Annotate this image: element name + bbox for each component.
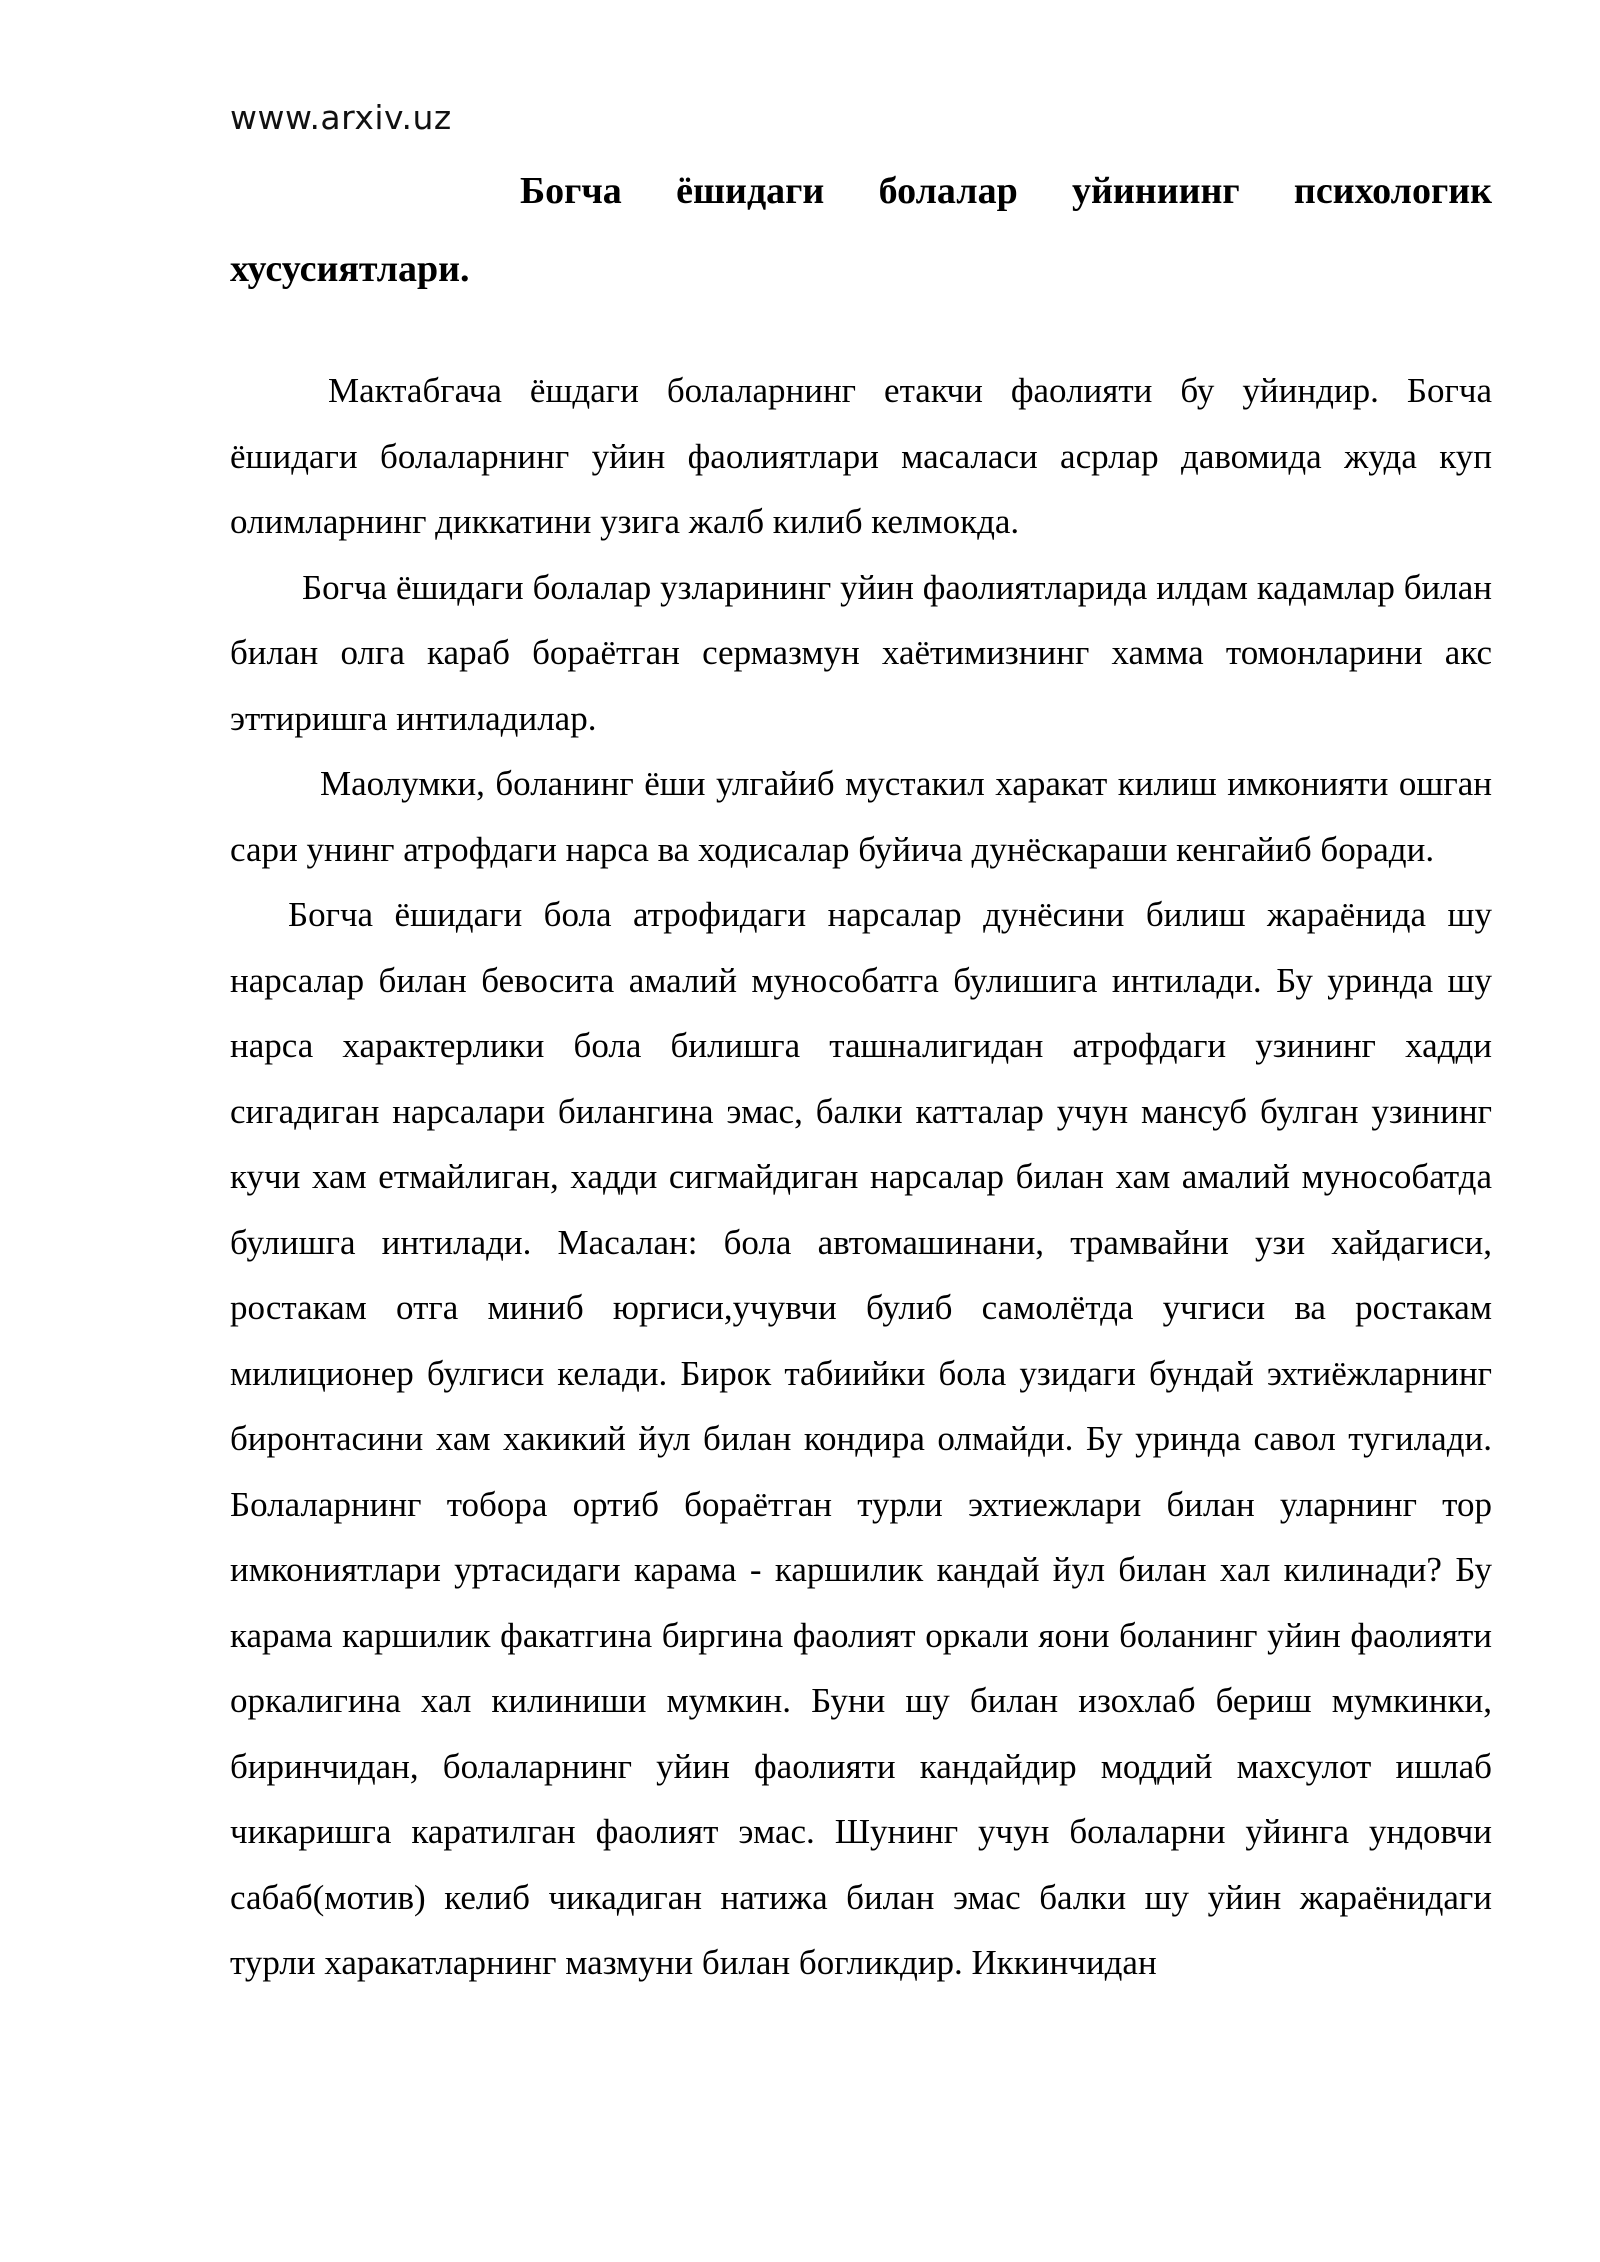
paragraph-3: Маолумки, боланинг ёши улгайиб мустакил харакат килиш имконияти ошган сари унинг атрофдаги нарса ва ходисалар буйича дунёскараши кенгайиб боради. bbox=[230, 764, 1492, 869]
document-body bbox=[230, 358, 1492, 1996]
document-title: Богча ёшидаги болалар уйиниинг психологик хусусиятлари. bbox=[230, 170, 1492, 290]
paragraph-1: Мактабгача ёшдаги болаларнинг етакчи фаолияти бу уйиндир. Богча ёшидаги болаларнинг уйин фаолиятлари масаласи асрлар давомида жуда куп олимларнинг диккатини узига жалб килиб келмокда. bbox=[230, 371, 1492, 541]
site-url: www.arxiv.uz bbox=[230, 98, 452, 137]
paragraph-2: Богча ёшидаги болалар узларининг уйин фаолиятларида илдам кадамлар билан билан олга караб бораётган сермазмун хаётимизнинг хамма томонларини акс эттиришга интиладилар. bbox=[230, 567, 1492, 738]
paragraph-4: Богча ёшидаги бола атрофидаги нарсалар дунёсини билиш жараёнида шу нарсалар билан бевосита амалий мунособатга булишига интилади. Бу уринда шу нарса характерлики бола билишга ташналигидан атрофдаги узининг хадди сигадиган нарсалари билангина эмас, балки катталар учун мансуб булган узининг кучи хам етмайлиган, хадди сигмайдиган нарсалар билан хам амалий мунособатда булишга интилади. Масалан: бола автомашинани, трамвайни узи хайдагиси, ростакам отга миниб юргиси,учувчи булиб самолётда учгиси ва ростакам милиционер булгиси келади. Бирок табиийки бола узидаги бундай эхтиёжларнинг биронтасини хам хакикий йул билан кондира олмайди. Бу уринда савол тугилади. Болаларнинг тобора ортиб бораётган турли эхтиежлари билан уларнинг тор имкониятлари уртасидаги карама - каршилик кандай йул билан хал килинади? Бу карама каршилик факатгина биргина фаолият оркали яони боланинг уйин фаолияти оркалигина хал килиниши мумкин. Буни шу билан изохлаб бериш мумкинки, биринчидан, болаларнинг уйин фаолияти кандайдир моддий махсулот ишлаб чикаришга каратилган фаолият эмас. Шунинг учун болаларни уйинга ундовчи сабаб(мотив) келиб чикадиган натижа билан эмас балки шу уйин жараёнидаги турли харакатларнинг мазмуни билан богликдир. Иккинчидан bbox=[230, 895, 1492, 1982]
